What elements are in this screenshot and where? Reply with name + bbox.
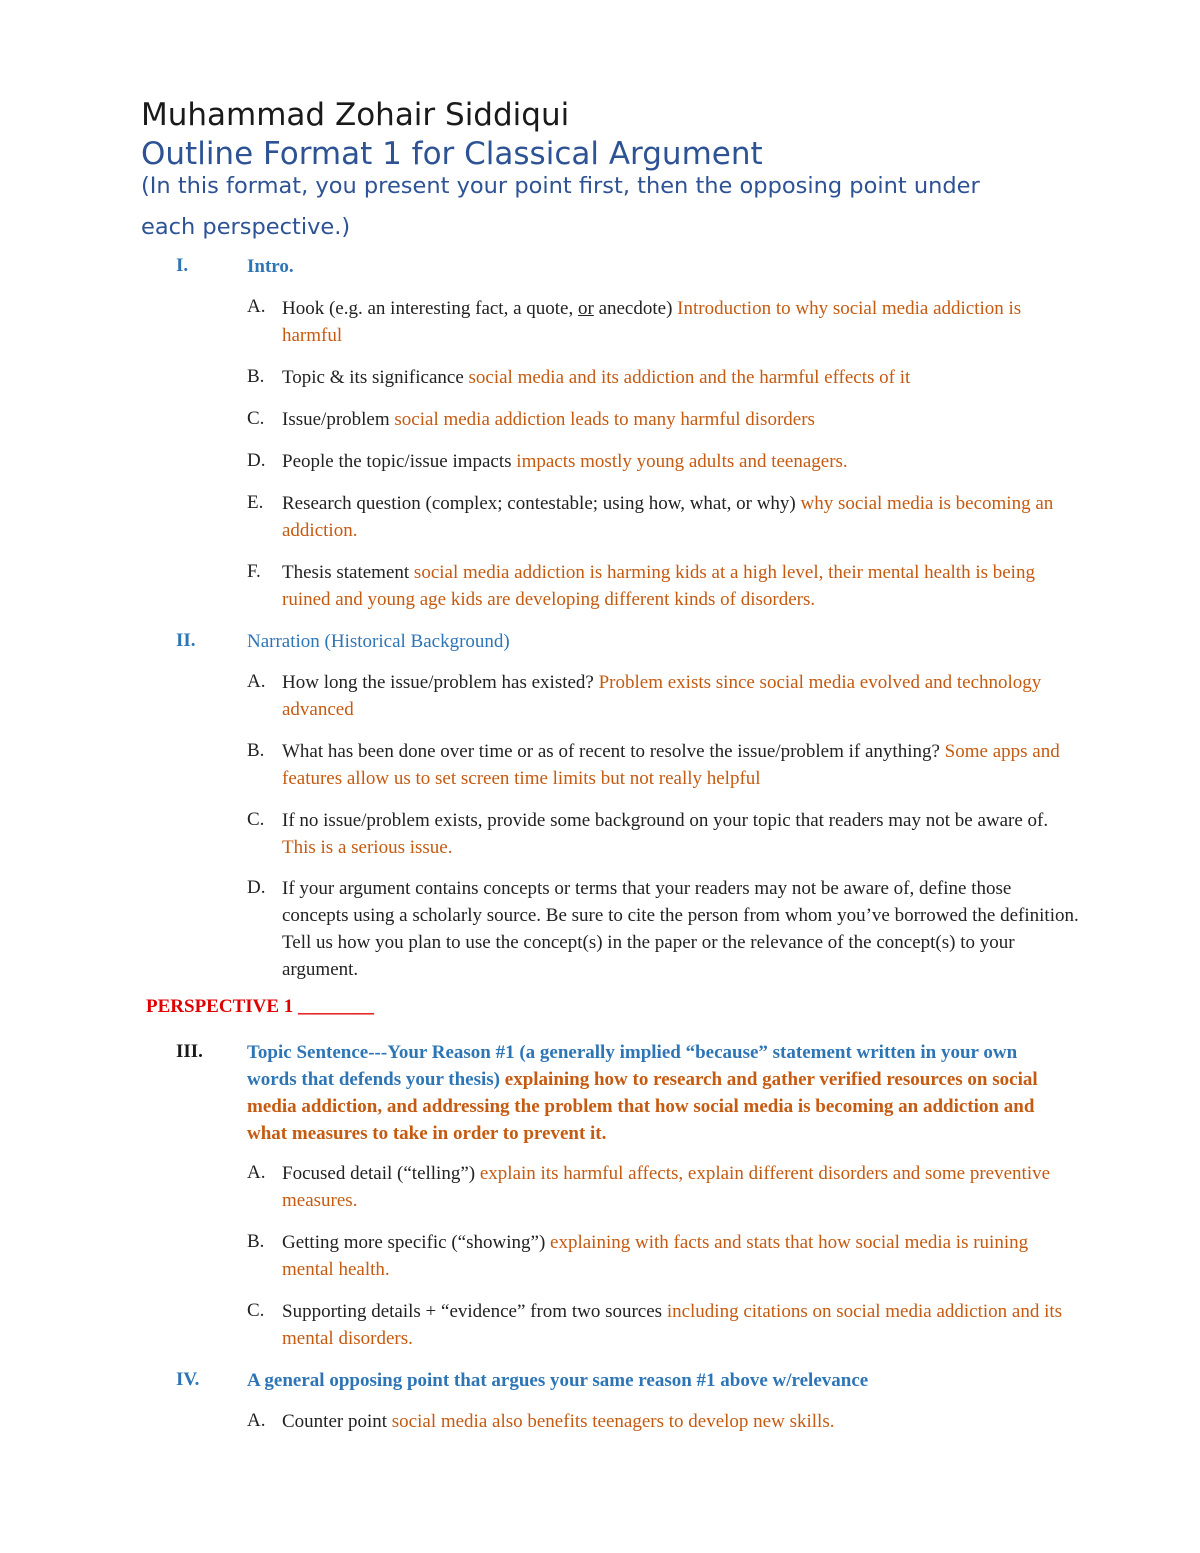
outline-item <box>282 1160 1082 1214</box>
item-answer: Introduction to why social media addiction is harmful <box>282 298 1022 346</box>
item-answer: social media and its addiction and the harmful effects of it <box>468 367 911 388</box>
section-heading: A general opposing point that argues your same reason #1 above w/relevance <box>247 1370 869 1391</box>
item-label: Counter point <box>282 1411 392 1432</box>
item-letter: C. <box>247 1300 265 1321</box>
outline-item <box>282 738 1082 792</box>
item-letter: C. <box>247 809 265 830</box>
item-answer: This is a serious issue. <box>282 837 453 858</box>
item-letter: A. <box>247 296 266 317</box>
item-label: anecdote) <box>593 298 678 319</box>
section-number: IV. <box>176 1369 200 1390</box>
item-answer: Problem exists since social media evolved and technology advanced <box>282 672 1042 720</box>
item-letter: C. <box>247 408 265 429</box>
author-name: Muhammad Zohair Siddiqui <box>141 97 570 133</box>
topic-sentence-label: Topic Sentence---Your Reason #1 (a generally implied “because” statement written in your own words that defends your thesis) <box>247 1042 1018 1090</box>
item-letter: B. <box>247 366 265 387</box>
item-label: If no issue/problem exists, provide some background on your topic that readers may not be aware of. <box>282 810 1049 831</box>
item-answer: Some apps and features allow us to set screen time limits but not really helpful <box>282 741 1060 789</box>
item-label: Thesis statement <box>282 562 414 583</box>
item-answer: social media addiction leads to many harmful disorders <box>394 409 815 430</box>
item-answer: social media also benefits teenagers to develop new skills. <box>391 1411 835 1432</box>
item-label: Hook (e.g. an interesting fact, a quote, <box>282 298 578 319</box>
subtitle-line-1: (In this format, you present your point first, then the opposing point under <box>141 173 980 199</box>
item-answer: including citations on social media addiction and its mental disorders. <box>282 1301 1063 1349</box>
item-label: Focused detail (“telling”) <box>282 1163 480 1184</box>
item-letter: A. <box>247 671 266 692</box>
item-label: Research question (complex; contestable; using how, what, or why) <box>282 493 801 514</box>
item-letter: A. <box>247 1162 266 1183</box>
item-answer: social media addiction is harming kids at a high level, their mental health is being ruined and young age kids are developing different kinds of disorders. <box>282 562 1035 610</box>
section-number: I. <box>176 255 189 276</box>
outline-item <box>282 1408 1082 1435</box>
item-label: Getting more specific (“showing”) <box>282 1232 551 1253</box>
item-label: How long the issue/problem has existed? <box>282 672 599 693</box>
topic-sentence-answer: explaining how to research and gather verified resources on social media addiction, and addressing the problem that how social media is becoming an addiction and what measures to take in order to prevent it. <box>247 1069 1038 1144</box>
item-label: What has been done over time or as of recent to resolve the issue/problem if anything? <box>282 741 945 762</box>
item-answer: impacts mostly young adults and teenagers. <box>516 451 848 472</box>
section-number: II. <box>176 630 196 651</box>
item-answer: explain its harmful affects, explain different disorders and some preventive measures. <box>282 1163 1051 1211</box>
outline-item <box>282 364 1082 391</box>
item-letter: B. <box>247 740 265 761</box>
item-answer: why social media is becoming an addiction. <box>282 493 1054 541</box>
item-letter: F. <box>247 561 261 582</box>
outline-item <box>282 875 1082 983</box>
subtitle-line-2: each perspective.) <box>141 214 351 240</box>
outline-item <box>282 448 1082 475</box>
item-letter: B. <box>247 1231 265 1252</box>
item-label-underlined: or <box>577 298 594 319</box>
item-label: Topic & its significance <box>282 367 469 388</box>
item-letter: D. <box>247 877 266 898</box>
item-label: People the topic/issue impacts <box>282 451 517 472</box>
item-letter: D. <box>247 450 266 471</box>
item-label: Supporting details + “evidence” from two sources <box>282 1301 667 1322</box>
item-answer: explaining with facts and stats that how social media is ruining mental health. <box>282 1232 1029 1280</box>
outline-item <box>282 1229 1082 1283</box>
perspective-label: PERSPECTIVE 1 ________ <box>146 996 375 1017</box>
outline-item <box>282 295 1082 349</box>
section-heading: Narration (Historical Background) <box>247 631 510 652</box>
section-heading <box>247 1039 1047 1147</box>
item-label: Issue/problem <box>282 409 395 430</box>
outline-item <box>282 669 1082 723</box>
document-title: Outline Format 1 for Classical Argument <box>141 136 763 172</box>
item-letter: E. <box>247 492 264 513</box>
section-number: III. <box>176 1041 203 1062</box>
outline-item <box>282 559 1082 613</box>
item-label: If your argument contains concepts or terms that your readers may not be aware of, define those concepts using a scholarly source. Be sure to cite the person from whom you’ve borrowed the definition. Tell us how you plan to use the concept(s) in the paper or the relevance of the concept(s) to your argument. <box>282 878 1079 980</box>
outline-item <box>282 807 1082 861</box>
outline-item <box>282 406 1082 433</box>
item-letter: A. <box>247 1410 266 1431</box>
outline-item <box>282 1298 1082 1352</box>
outline-item <box>282 490 1082 544</box>
section-heading: Intro. <box>247 256 294 277</box>
